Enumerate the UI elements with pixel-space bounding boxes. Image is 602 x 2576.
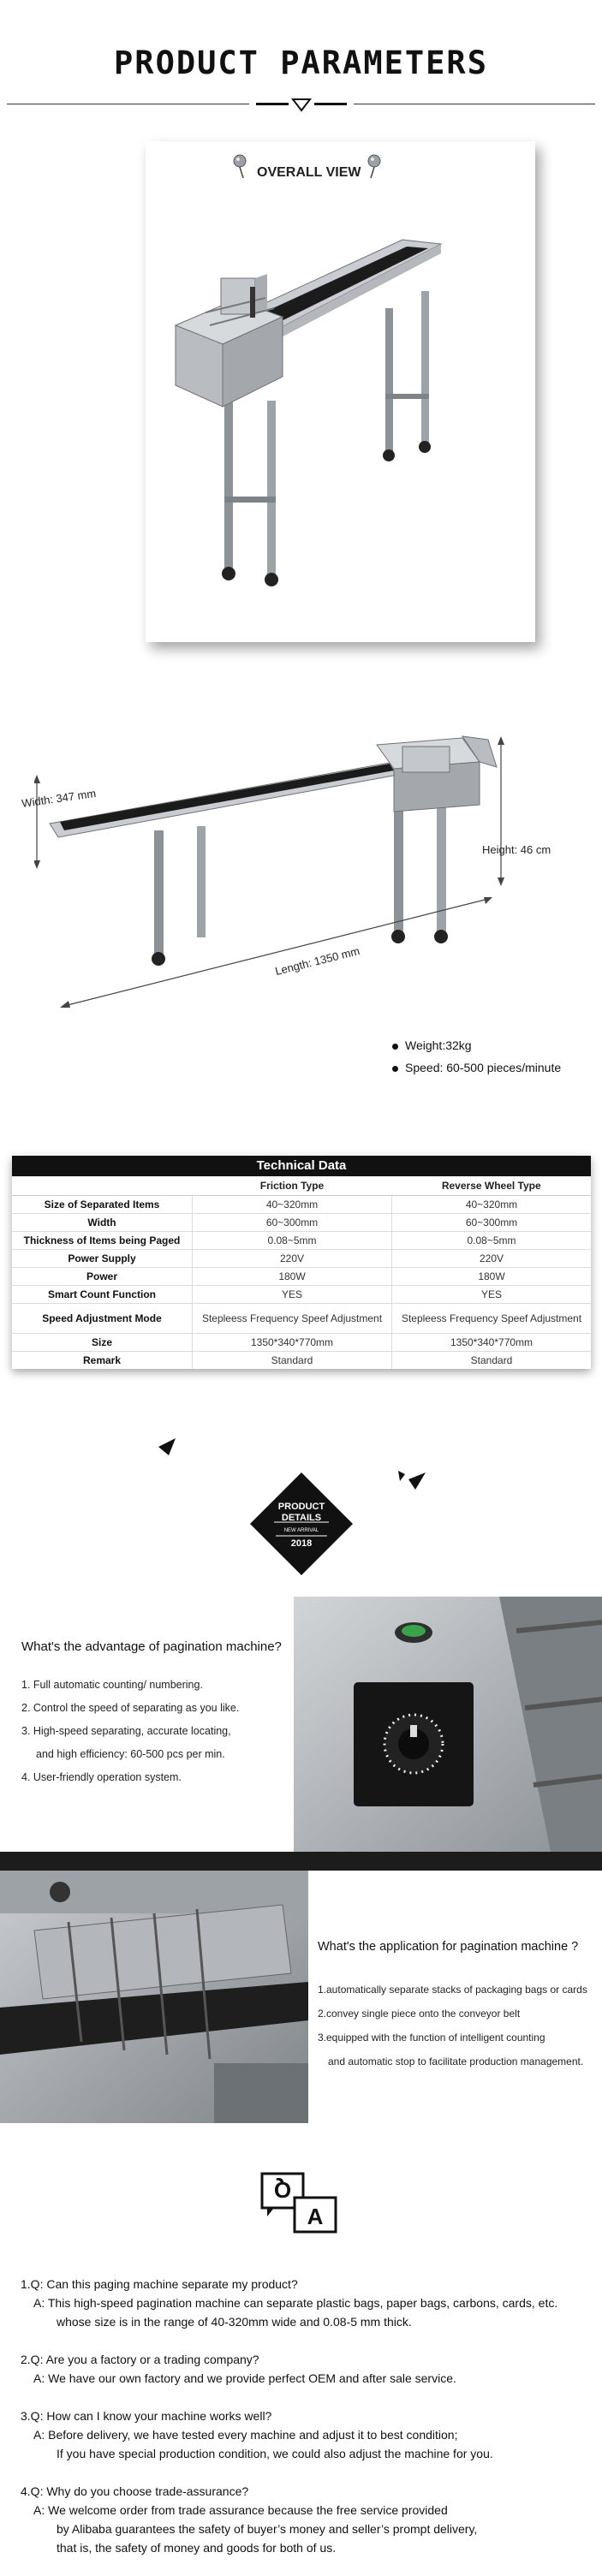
column-header-reverse-wheel: Reverse Wheel Type: [392, 1176, 591, 1196]
column-header: [12, 1176, 193, 1196]
badge-line-new-arrival: NEW ARRIVAL: [283, 1528, 319, 1533]
faq-answer: A: We welcome order from trade assurance because the free service provided: [33, 2503, 448, 2517]
machine-dimension-image: [34, 685, 582, 1027]
table-cell: 0.08~5mm: [193, 1232, 392, 1250]
spec-bullets: [392, 1034, 561, 1079]
row-label: Power: [12, 1268, 193, 1286]
table-cell: 1350*340*770mm: [392, 1334, 591, 1352]
table-row: [12, 1232, 591, 1250]
faq-item: [21, 2350, 594, 2388]
qa-icon-a: A: [307, 2204, 324, 2229]
table-row: [12, 1214, 591, 1232]
list-item: 3.equipped with the function of intelligent counting: [318, 2032, 545, 2044]
faq-item: [21, 2406, 594, 2463]
table-cell: 1350*340*770mm: [193, 1334, 392, 1352]
table-cell: 40~320mm: [392, 1196, 591, 1214]
speed-bullet: Speed: 60-500 pieces/minute: [392, 1056, 561, 1079]
faq-question: 2.Q: Are you a factory or a trading company?: [21, 2353, 259, 2366]
table-cell: Stepleess Frequency Speef Adjustment: [392, 1304, 591, 1334]
title-divider-ornament: [249, 96, 354, 113]
list-item: and high efficiency: 60-500 pcs per min.: [36, 1748, 225, 1760]
table-cell: YES: [193, 1286, 392, 1304]
faq-answer: A: We have our own factory and we provide perfect OEM and after sale service.: [33, 2371, 456, 2385]
machine-overall-image: [146, 197, 535, 608]
advantage-list: [21, 1674, 239, 1789]
table-cell: 60~300mm: [193, 1214, 392, 1232]
application-list: [318, 1978, 587, 2073]
width-dimension: Width: 347 mm: [21, 786, 98, 811]
bullet-icon: [392, 1044, 398, 1050]
list-item: 1. Full automatic counting/ numbering.: [21, 1679, 203, 1691]
product-details-badge: [248, 1471, 355, 1577]
table-cell: 220V: [193, 1250, 392, 1268]
table-cell: 40~320mm: [193, 1196, 392, 1214]
advantage-title: What's the advantage of pagination machine?: [21, 1639, 282, 1654]
row-label: Power Supply: [12, 1250, 193, 1268]
feeder-closeup-photo: [0, 1871, 308, 2123]
row-label: Size: [12, 1334, 193, 1352]
technical-data-title: Technical Data: [12, 1156, 591, 1176]
faq-answer: by Alibaba guarantees the safety of buyer’s money and seller’s prompt delivery,: [57, 2522, 478, 2536]
table-row: [12, 1286, 591, 1304]
faq-question: 3.Q: How can I know your machine works well?: [21, 2409, 272, 2423]
faq-answer: whose size is in the range of 40-320mm wide and 0.08-5 mm thick.: [57, 2315, 412, 2329]
badge-line-product: PRODUCT: [277, 1502, 325, 1512]
faq-question: 1.Q: Can this paging machine separate my product?: [21, 2277, 298, 2291]
qa-icon: [257, 2170, 341, 2239]
faq-item: [21, 2482, 594, 2557]
table-row: [12, 1334, 591, 1352]
faq-answer: If you have special production condition, we could also adjust the machine for you.: [57, 2447, 493, 2460]
list-item: 1.automatically separate stacks of packaging bags or cards: [318, 1984, 587, 1996]
length-dimension: Length: 1350 mm: [273, 943, 361, 979]
table-cell: 220V: [392, 1250, 591, 1268]
technical-data-grid: [12, 1176, 591, 1369]
faq-question: 4.Q: Why do you choose trade-assurance?: [21, 2484, 249, 2498]
faq-answer: A: Before delivery, we have tested every machine and adjust it to best condition;: [33, 2428, 458, 2442]
section-band: [0, 1852, 602, 1871]
row-label: Size of Separated Items: [12, 1196, 193, 1214]
badge-year: 2018: [290, 1538, 313, 1549]
list-item: 2.convey single piece onto the conveyor belt: [318, 2008, 521, 2020]
row-label: Smart Count Function: [12, 1286, 193, 1304]
row-label: Thickness of Items being Paged: [12, 1232, 193, 1250]
application-title: What's the application for pagination machine ?: [318, 1940, 579, 1954]
control-panel-photo: [294, 1597, 602, 1852]
table-cell: YES: [392, 1286, 591, 1304]
technical-data-table: [12, 1156, 591, 1369]
bullet-icon: [392, 1066, 398, 1072]
overall-view-label: OVERALL VIEW: [257, 165, 361, 180]
table-cell: 180W: [392, 1268, 591, 1286]
list-item: 2. Control the speed of separating as you like.: [21, 1702, 240, 1714]
table-cell: 0.08~5mm: [392, 1232, 591, 1250]
faq-answer: A: This high-speed pagination machine can separate plastic bags, paper bags, carbons, cards, etc.: [33, 2296, 558, 2310]
column-header-friction: Friction Type: [193, 1176, 392, 1196]
qa-icon-q: Q: [273, 2177, 292, 2203]
table-cell: 180W: [193, 1268, 392, 1286]
weight-bullet: Weight:32kg: [392, 1034, 561, 1056]
faq-section: [21, 2275, 594, 2576]
table-row: [12, 1268, 591, 1286]
faq-answer: that is, the safety of money and goods for both of us.: [57, 2541, 337, 2555]
table-cell: Standard: [392, 1352, 591, 1370]
list-item: 3. High-speed separating, accurate locating,: [21, 1725, 231, 1737]
table-cell: 60~300mm: [392, 1214, 591, 1232]
table-cell: Stepleess Frequency Speef Adjustment: [193, 1304, 392, 1334]
row-label: Remark: [12, 1352, 193, 1370]
table-row: [12, 1196, 591, 1214]
table-header-row: [12, 1176, 591, 1196]
table-cell: Standard: [193, 1352, 392, 1370]
pin-icon-left: [231, 154, 248, 180]
faq-item: [21, 2275, 594, 2331]
pin-icon-right: [366, 154, 383, 180]
table-row: [12, 1304, 591, 1334]
page-title: PRODUCT PARAMETERS: [114, 45, 488, 81]
row-label: Width: [12, 1214, 193, 1232]
badge-line-details: DETAILS: [281, 1513, 322, 1523]
height-dimension: Height: 46 cm: [482, 843, 551, 856]
table-row: [12, 1352, 591, 1370]
row-label: Speed Adjustment Mode: [12, 1304, 193, 1334]
list-item: and automatic stop to facilitate production management.: [328, 2055, 584, 2067]
list-item: 4. User-friendly operation system.: [21, 1771, 182, 1783]
table-row: [12, 1250, 591, 1268]
